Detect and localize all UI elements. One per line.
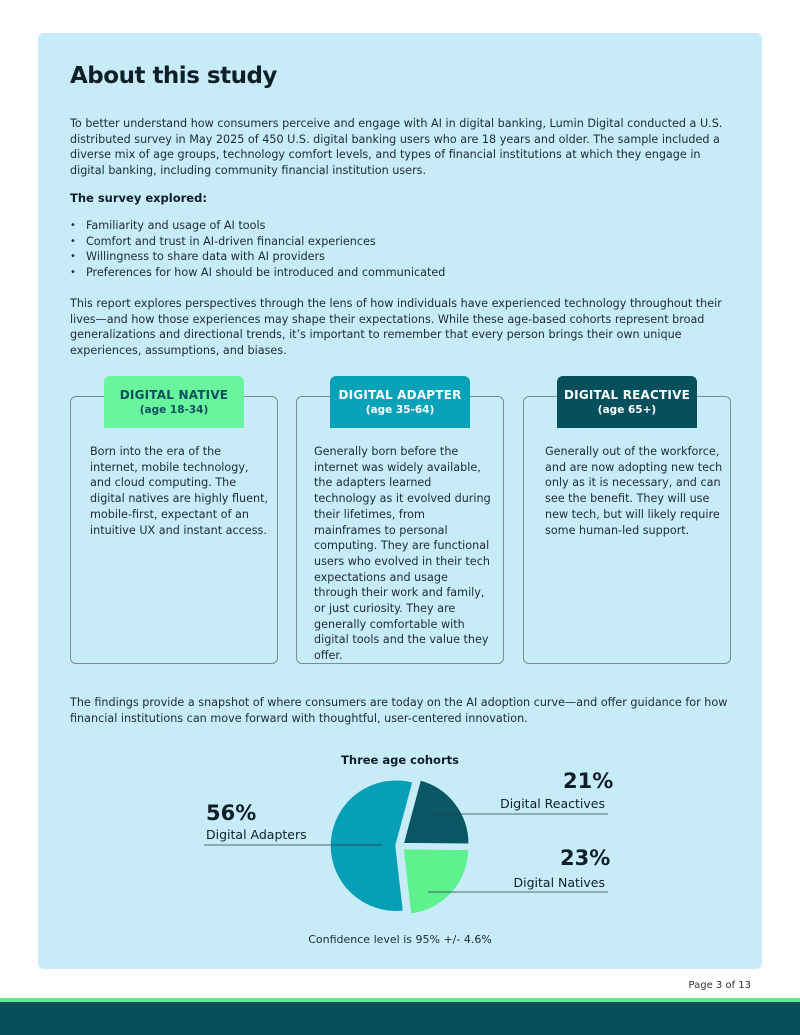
intro-paragraph: To better understand how consumers perceive and engage with AI in digital banking, Lumin Digital conducted a U.S. distributed survey in May 2025 of 450 U.S. digital banking users who are 18 years and older. The sample included a diverse mix of age groups, technology comfort levels, and types of financial institutions at which they engage in digital banking, including community financial institution users. bbox=[70, 117, 723, 177]
cohort-age: (age 18-34) bbox=[139, 404, 209, 416]
pie-slice-reactives bbox=[403, 780, 469, 844]
cohort-age: (age 65+) bbox=[597, 404, 657, 416]
cohort-description-reactive: Generally out of the workforce, and are now adopting new tech only as it is necessary, and can see the benefit. They will use new tech, but will likely require some human-led support. bbox=[545, 445, 723, 537]
list-item: • Familiarity and usage of AI tools bbox=[70, 218, 445, 234]
slice-value-adapters: 56% bbox=[206, 801, 257, 825]
cohort-age: (age 35-64) bbox=[365, 404, 435, 416]
pie-slice-adapters bbox=[330, 780, 413, 912]
slice-label-reactives: Digital Reactives bbox=[500, 796, 605, 811]
page-number: Page 3 of 13 bbox=[688, 980, 751, 991]
cohort-name: DIGITAL ADAPTER bbox=[338, 388, 462, 402]
chart-title: Three age cohorts bbox=[341, 753, 459, 767]
survey-heading: The survey explored: bbox=[70, 191, 207, 205]
chart-note: Confidence level is 95% +/- 4.6% bbox=[308, 933, 492, 946]
list-item: • Preferences for how AI should be introduced and communicated bbox=[70, 265, 445, 281]
page-title: About this study bbox=[70, 63, 277, 89]
cohort-name: DIGITAL REACTIVE bbox=[564, 388, 690, 402]
lens-paragraph: This report explores perspectives through the lens of how individuals have experienced technology throughout their lives—and how those experiences may shape their expectations. While these age-based cohorts represent broad generalizations and directional trends, it’s important to remember that every person brings their own unique experiences, assumptions, and biases. bbox=[70, 297, 722, 357]
list-item: • Comfort and trust in AI-driven financial experiences bbox=[70, 234, 445, 250]
cohort-name: DIGITAL NATIVE bbox=[119, 388, 229, 402]
cohort-description-native: Born into the era of the internet, mobile technology, and cloud computing. The digital natives are highly fluent, mobile-first, expectant of an intuitive UX and instant access. bbox=[90, 445, 269, 537]
pie-slices bbox=[330, 780, 469, 915]
list-item: • Willingness to share data with AI providers bbox=[70, 249, 445, 265]
slice-value-natives: 23% bbox=[560, 846, 611, 870]
findings-paragraph: The findings provide a snapshot of where consumers are today on the AI adoption curve—and offer guidance for how financial institutions can move forward with thoughtful, user-centered innovation. bbox=[70, 696, 728, 725]
pie-slice-natives bbox=[403, 849, 469, 915]
cohort-description-adapter: Generally born before the internet was widely available, the adapters learned technology as it evolved during their lifetimes, from mainframes to personal computing. They are functional users who evolved in their tech expectations and usage through their work and family, or just curiosity. They are generally comfortable with digital tools and the value they offer. bbox=[314, 445, 491, 663]
slice-value-reactives: 21% bbox=[563, 769, 614, 793]
slice-label-adapters: Digital Adapters bbox=[206, 827, 307, 842]
slice-label-natives: Digital Natives bbox=[513, 875, 605, 890]
footer-bar bbox=[0, 1002, 800, 1035]
